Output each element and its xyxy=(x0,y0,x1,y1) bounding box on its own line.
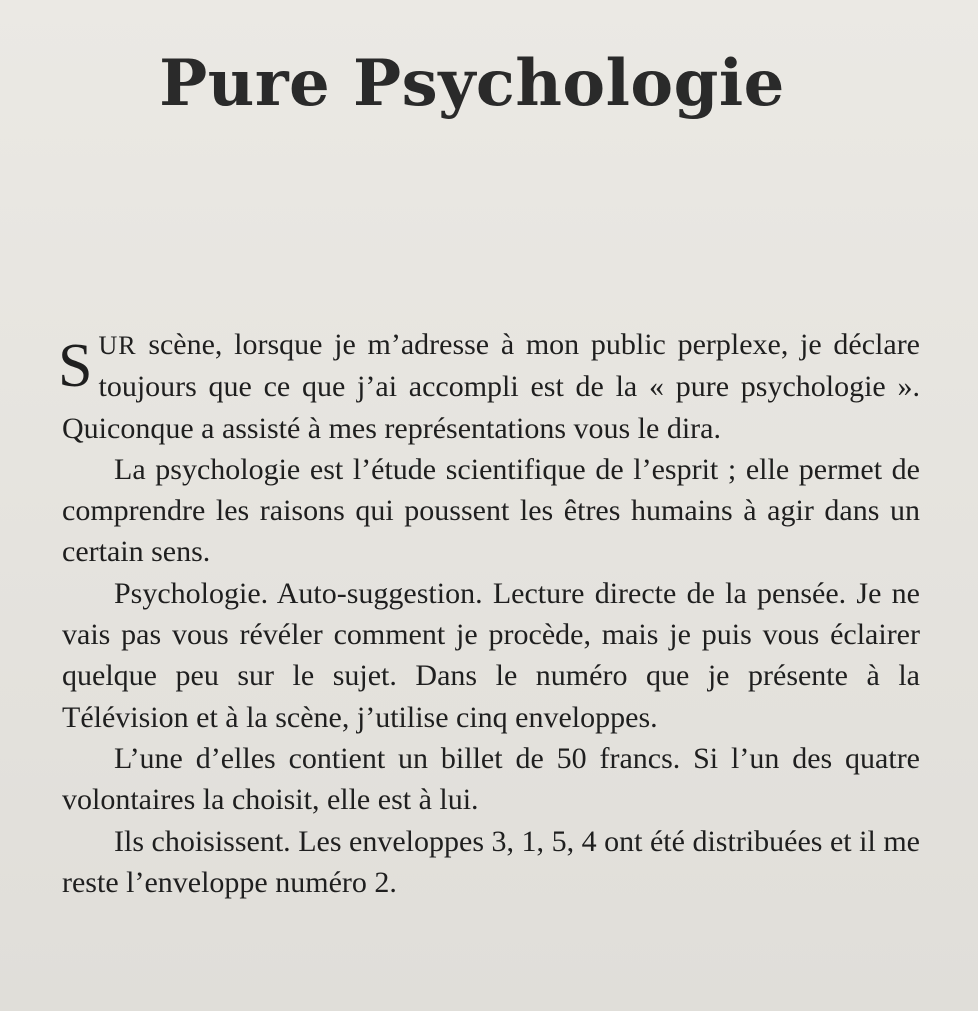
paragraph-1-text: scène, lorsque je m’adresse à mon public perplexe, je déclare toujours que ce que j’ai accompli est de la « pure psychologie ». Quiconque a assisté à mes représentations vous le dira. xyxy=(62,328,920,445)
paragraph-4: L’une d’elles contient un billet de 50 francs. Si l’un des quatre volontaires la choisit, elle est à lui. xyxy=(62,741,920,817)
drop-cap: S xyxy=(58,332,93,400)
paragraph-2: La psychologie est l’étude scientifique de l’esprit ; elle permet de comprendre les raisons qui poussent les êtres humains à agir dans un certain sens. xyxy=(62,452,920,569)
page-title: Pure Psychologie xyxy=(159,46,785,121)
paragraph-1 xyxy=(58,324,920,449)
paragraph-5: Ils choisissent. Les enveloppes 3, 1, 5, 4 ont été distribuées et il me reste l’enveloppe numéro 2. xyxy=(62,824,920,899)
body-text xyxy=(58,324,920,903)
lead-smallcaps: UR xyxy=(98,331,137,360)
paragraph-3: Psychologie. Auto-suggestion. Lecture directe de la pensée. Je ne vais pas vous révéler comment je procède, mais je puis vous éclairer quelque peu sur le sujet. Dans le numéro que je présente à la Télévision et à la scène, j’utilise cinq enveloppes. xyxy=(62,576,920,734)
